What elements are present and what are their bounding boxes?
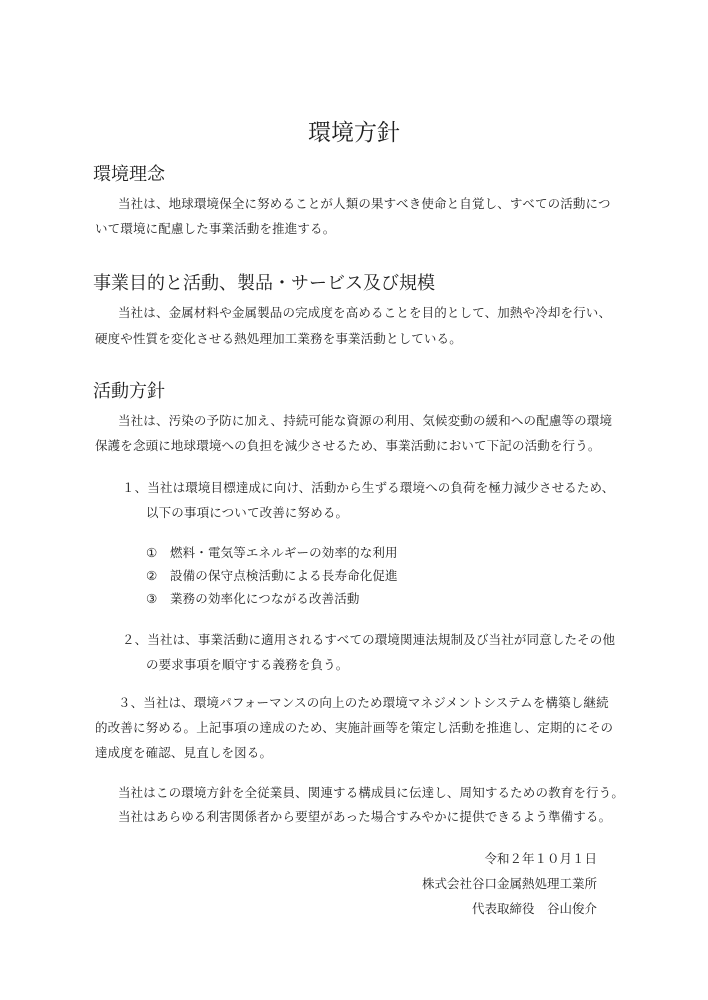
item3-line-2: 的改善に努める。上記事項の達成のため、実施計画等を策定し活動を推進し、定期的にその — [95, 720, 614, 735]
philosophy-line-1: 当社は、地球環境保全に努めることが人類の果すべき使命と自覚し、すべての活動につ — [118, 196, 611, 211]
item1-subitem-3: ③ 業務の効率化につながる改善活動 — [146, 591, 360, 606]
item1-line-2: 以下の事項について改善に努める。 — [146, 505, 349, 520]
policy-line-2: 保護を念頭に地球環境への負担を減少させるため、事業活動において下記の活動を行う。 — [95, 438, 601, 453]
page-title: 環境方針 — [308, 120, 400, 146]
business-line-2: 硬度や性質を変化させる熱処理加工業務を事業活動としている。 — [95, 331, 462, 346]
company-name: 株式会社谷口金属熱処理工業所 — [421, 876, 597, 891]
item3-line-3: 達成度を確認、見直しを図る。 — [95, 745, 273, 760]
item1-line-1: １、当社は環境目標達成に向け、活動から生ずる環境への負荷を極力減少させるため、 — [122, 480, 615, 495]
item1-subitem-1: ① 燃料・電気等エネルギーの効率的な利用 — [146, 545, 398, 560]
item2-line-1: ２、当社は、事業活動に適用されるすべての環境関連法規制及び当社が同意したその他 — [122, 632, 616, 647]
representative-name: 代表取締役 谷山俊介 — [471, 901, 597, 916]
section-heading-philosophy: 環境理念 — [93, 164, 165, 185]
issue-date: 令和２年１０月１日 — [484, 851, 597, 866]
closing-line-1: 当社はこの環境方針を全従業員、関連する構成員に伝達し、周知するための教育を行う。 — [118, 785, 625, 800]
section-heading-policy: 活動方針 — [93, 381, 165, 402]
item1-subitem-2: ② 設備の保守点検活動による長寿命化促進 — [146, 568, 398, 583]
policy-line-1: 当社は、汚染の予防に加え、持続可能な資源の利用、気候変動の緩和への配慮等の環境 — [118, 413, 613, 428]
philosophy-line-2: いて環境に配慮した事業活動を推進する。 — [95, 221, 336, 236]
item3-line-1: ３、当社は、環境パフォーマンスの向上のため環境マネジメントシステムを構築し継続 — [118, 695, 609, 710]
item2-line-2: の要求事項を順守する義務を負う。 — [146, 657, 349, 672]
section-heading-business: 事業目的と活動、製品・サービス及び規模 — [93, 273, 435, 294]
business-line-1: 当社は、金属材料や金属製品の完成度を高めることを目的として、加熱や冷却を行い、 — [118, 305, 612, 320]
closing-line-2: 当社はあらゆる利害関係者から要望があった場合すみやかに提供できるよう準備する。 — [118, 809, 612, 824]
